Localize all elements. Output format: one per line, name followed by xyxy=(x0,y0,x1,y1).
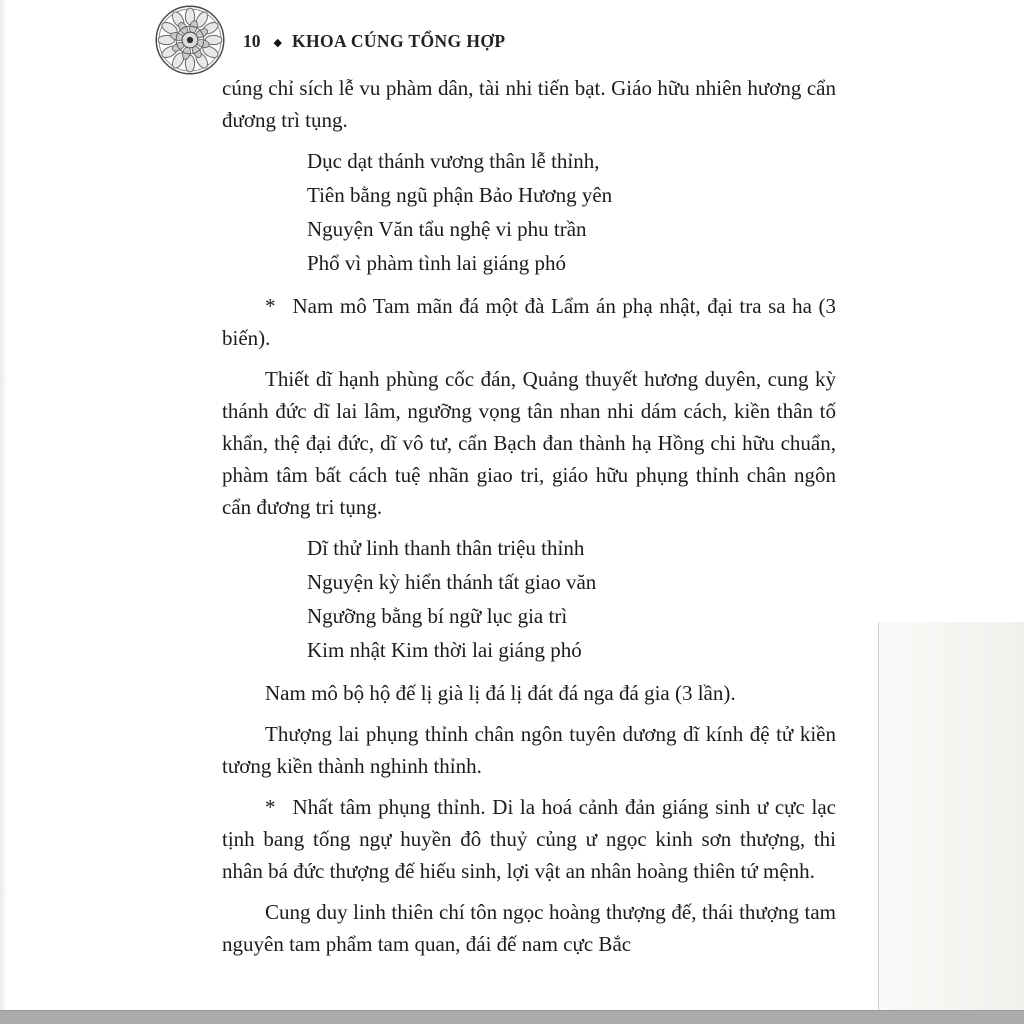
verse-block xyxy=(307,532,836,666)
scan-page-edge-line xyxy=(878,622,879,1011)
paragraph: Thiết dĩ hạnh phùng cốc đán, Quảng thuyết hương duyên, cung kỳ thánh đức dĩ lai lâm, ngưỡng vọng tân nhan nhi dám cách, kiền thân tố khẩn, thệ đại đức, dĩ vô tư, cẩn Bạch đan thành hạ Hồng chi hữu chuẩn, phàm tâm bất cách tuệ nhãn giao tri, giáo hữu phụng thỉnh chân ngôn cẩn đương tri tụng. xyxy=(222,367,836,519)
page-content xyxy=(222,72,836,969)
page-left-edge-shadow xyxy=(0,0,7,1011)
verse-line: Phổ vì phàm tình lai giáng phó xyxy=(307,251,566,275)
paragraph: Thượng lai phụng thỉnh chân ngôn tuyên dương dĩ kính đệ tử kiền tương kiền thành nghinh thỉnh. xyxy=(222,722,836,778)
page-header xyxy=(243,31,505,52)
diamond-separator-icon: ◆ xyxy=(273,37,282,49)
verse-line: Dục dạt thánh vương thân lễ thỉnh, xyxy=(307,149,600,173)
verse-line: Kim nhật Kim thời lai giáng phó xyxy=(307,638,582,662)
lotus-ornament-icon xyxy=(152,3,228,82)
paragraph: cúng chỉ sích lễ vu phàm dân, tài nhi tiến bạt. Giáo hữu nhiên hương cẩn đương trì tụng. xyxy=(222,76,836,132)
verse-line: Nguyện Văn tẩu nghệ vi phu trần xyxy=(307,217,587,241)
asterisk-marker: * xyxy=(265,294,276,318)
scan-right-margin xyxy=(879,622,1024,1011)
book-title: KHOA CÚNG TỔNG HỢP xyxy=(291,31,506,51)
asterisk-marker: * xyxy=(265,795,276,819)
verse-line: Ngưỡng bằng bí ngữ lục gia trì xyxy=(307,604,568,628)
paragraph: * Nhất tâm phụng thỉnh. Di la hoá cảnh đản giáng sinh ư cực lạc tịnh bang tống ngự huyền đô thuỷ củng ư ngọc kinh sơn thượng, thi nhân bá đức thượng đế hiếu sinh, lợi vật an nhân hoàng thiên tứ mệnh. xyxy=(222,795,836,883)
page-number: 10 xyxy=(243,31,261,51)
verse-line: Nguyện kỳ hiển thánh tất giao văn xyxy=(307,570,597,594)
verse-line: Tiên bằng ngũ phận Bảo Hương yên xyxy=(307,183,613,207)
verse-line: Dĩ thử linh thanh thân triệu thỉnh xyxy=(307,536,585,560)
paragraph: Cung duy linh thiên chí tôn ngọc hoàng thượng đế, thái thượng tam nguyên tam phẩm tam quan, đái đế nam cực Bắc xyxy=(222,900,836,956)
verse-block xyxy=(307,145,836,279)
paragraph: Nam mô bộ hộ đế lị già lị đá lị đát đá nga đá gia (3 lần). xyxy=(265,681,736,705)
scan-bottom-bar xyxy=(0,1010,1024,1024)
paragraph: * Nam mô Tam mãn đá một đà Lẩm án phạ nhật, đại tra sa ha (3 biến). xyxy=(222,294,836,350)
